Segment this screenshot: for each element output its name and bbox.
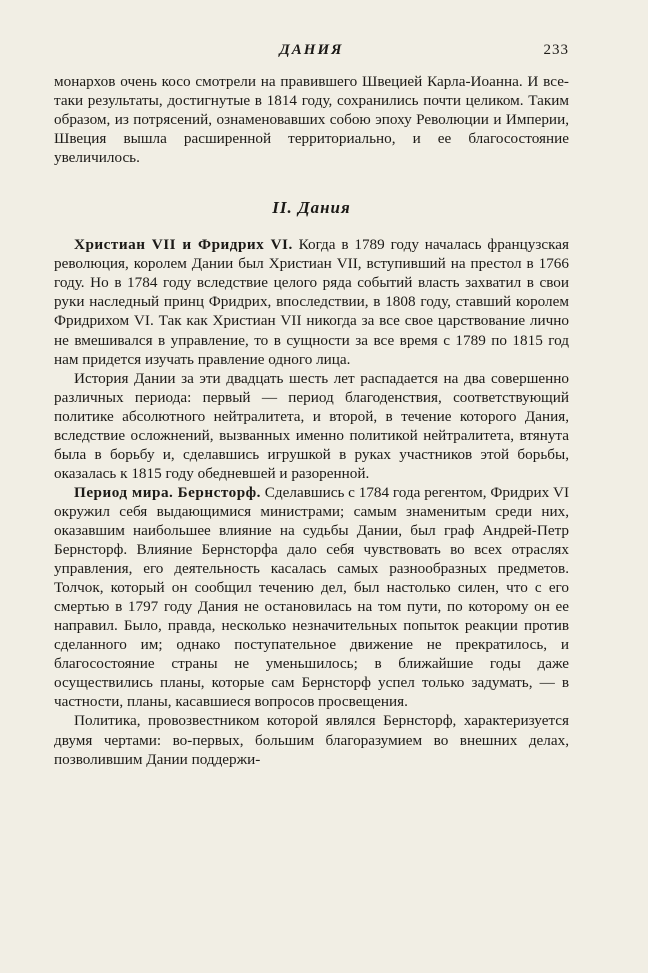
paragraph-text: Сделавшись с 1784 года регентом, Фридрих VI окружил себя выдающимися министрами; самым знаменитым среди них, оказавшим наибольшее влияние на судьбы Дании, был граф Андрей-Петр Бернсторф. Влияние Бернсторфа дало себя чувствовать во всех отраслях управления, его деятельность касалась самых разнообразных предметов. Толчок, который он сообщил течению дел, был настолько силен, что с его смертью в 1797 году Дания не остановилась на том пути, по которому он ее направил. Было, правда, несколько незначительных попыток реакции против сделанного им; однако поступательное движение не прекратилось, и благосостояние страны не уменьшилось; в ближайшие годы даже осуществились планы, которые сам Бернсторф успел только задумать, — в частности, планы, касавшиеся вопросов просвещения. xyxy=(54,483,569,711)
body-text xyxy=(54,72,569,769)
paragraph-text: История Дании за эти двадцать шесть лет распадается на два совершенно различных периода: первый — период благоденствия, соответствующий политике абсолютного нейтралитета, и второй, в течение которого Дания, вследствие осложнений, вызванных именно политикой нейтралитета, втянута была в борьбу и, сделавшись игрушкой в руках участников этой борьбы, оказалась к 1815 году обедневшей и разоренной. xyxy=(54,369,569,482)
paragraph-text: Когда в 1789 году началась французская революция, королем Дании был Христиан VII, вступивший на престол в 1766 году. Но в 1784 году вследствие целого ряда событий власть захватил в свои руки наследный принц Фридрих, впоследствии, в 1808 году, ставший королем Фридрихом VI. Так как Христиан VII никогда за все свое царствование лично не вмешивался в управление, то в сущности за все время с 1789 по 1815 год нам придется изучать правление одного лица. xyxy=(54,236,569,368)
intro-paragraph: монархов очень косо смотрели на правившего Швецией Карла-Иоанна. И все-таки результаты, достигнутые в 1814 году, сохранились почти целиком. Таким образом, из потрясений, ознаменовавших собою эпоху Революции и Империи, Швеция вышла расширенной территориально, и ее благосостояние увеличилось. xyxy=(54,73,569,167)
running-head xyxy=(54,42,569,62)
paragraph-policy xyxy=(54,711,569,768)
running-title: ДАНИЯ xyxy=(279,42,344,58)
paragraph-christian-frederick xyxy=(54,235,569,368)
paragraph-period-of-peace xyxy=(54,483,569,712)
paragraph-two-periods xyxy=(54,369,569,483)
run-in-heading: Период мира. Бернсторф. xyxy=(74,483,261,501)
run-in-heading: Христиан VII и Фридрих VI. xyxy=(74,236,293,254)
page-number: 233 xyxy=(543,42,569,58)
section-heading: II. Дания xyxy=(272,198,351,218)
paragraph-text: Политика, провозвестником которой являлся Бернсторф, характеризуется двумя чертами: во-первых, большим благоразумием во внешних делах, позволившим Дании поддержи- xyxy=(54,712,569,768)
